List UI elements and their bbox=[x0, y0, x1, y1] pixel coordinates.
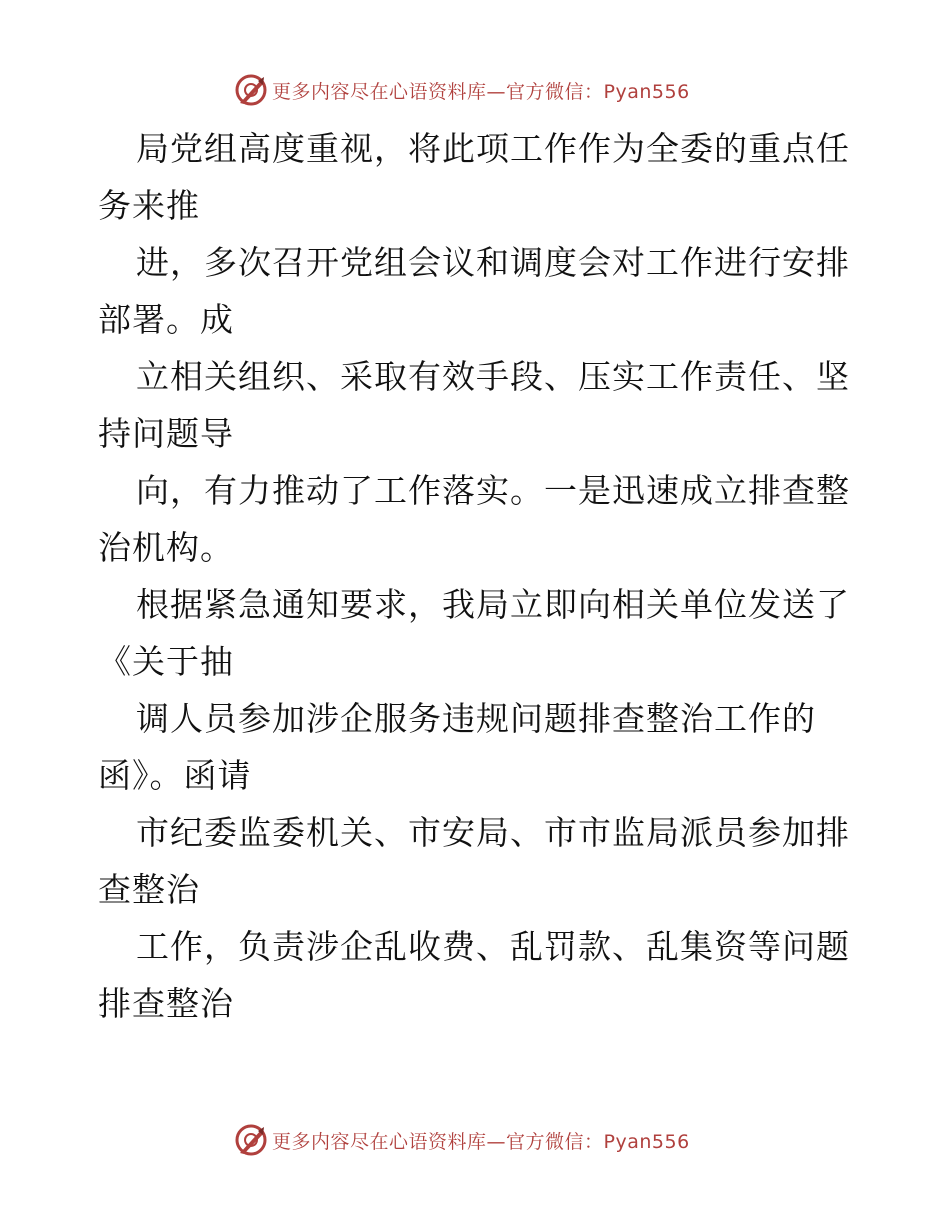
text-line: 持问题导 bbox=[98, 414, 234, 453]
text-line: 调人员参加涉企服务违规问题排查整治工作的 bbox=[136, 699, 816, 738]
text-line: 工作，负责涉企乱收费、乱罚款、乱集资等问题 bbox=[136, 927, 850, 966]
text-line: 向，有力推动了工作落实。一是迅速成立排查整 bbox=[136, 471, 850, 510]
text-line: 进，多次召开党组会议和调度会对工作进行安排 bbox=[136, 243, 850, 282]
header-banner bbox=[234, 72, 754, 108]
quill-logo-icon bbox=[234, 1123, 268, 1157]
text-line: 立相关组织、采取有效手段、压实工作责任、坚 bbox=[136, 357, 850, 396]
text-line: 根据紧急通知要求，我局立即向相关单位发送了 bbox=[136, 585, 850, 624]
text-line: 函》。函请 bbox=[98, 756, 252, 795]
text-line: 局党组高度重视，将此项工作作为全委的重点任 bbox=[136, 129, 850, 168]
text-line: 《关于抽 bbox=[98, 642, 234, 681]
text-line: 查整治 bbox=[98, 870, 200, 909]
footer-banner bbox=[234, 1122, 754, 1158]
text-line: 务来推 bbox=[98, 186, 200, 225]
text-line: 部署。成 bbox=[98, 300, 234, 339]
text-line: 市纪委监委机关、市安局、市市监局派员参加排 bbox=[136, 813, 850, 852]
quill-logo-icon bbox=[234, 73, 268, 107]
footer-banner-text: 更多内容尽在心语资料库—官方微信：Pyan556 bbox=[272, 1130, 690, 1153]
document-body bbox=[98, 120, 858, 1032]
text-line: 治机构。 bbox=[98, 528, 234, 567]
header-banner-text: 更多内容尽在心语资料库—官方微信：Pyan556 bbox=[272, 80, 690, 103]
text-line: 排查整治 bbox=[98, 984, 234, 1023]
